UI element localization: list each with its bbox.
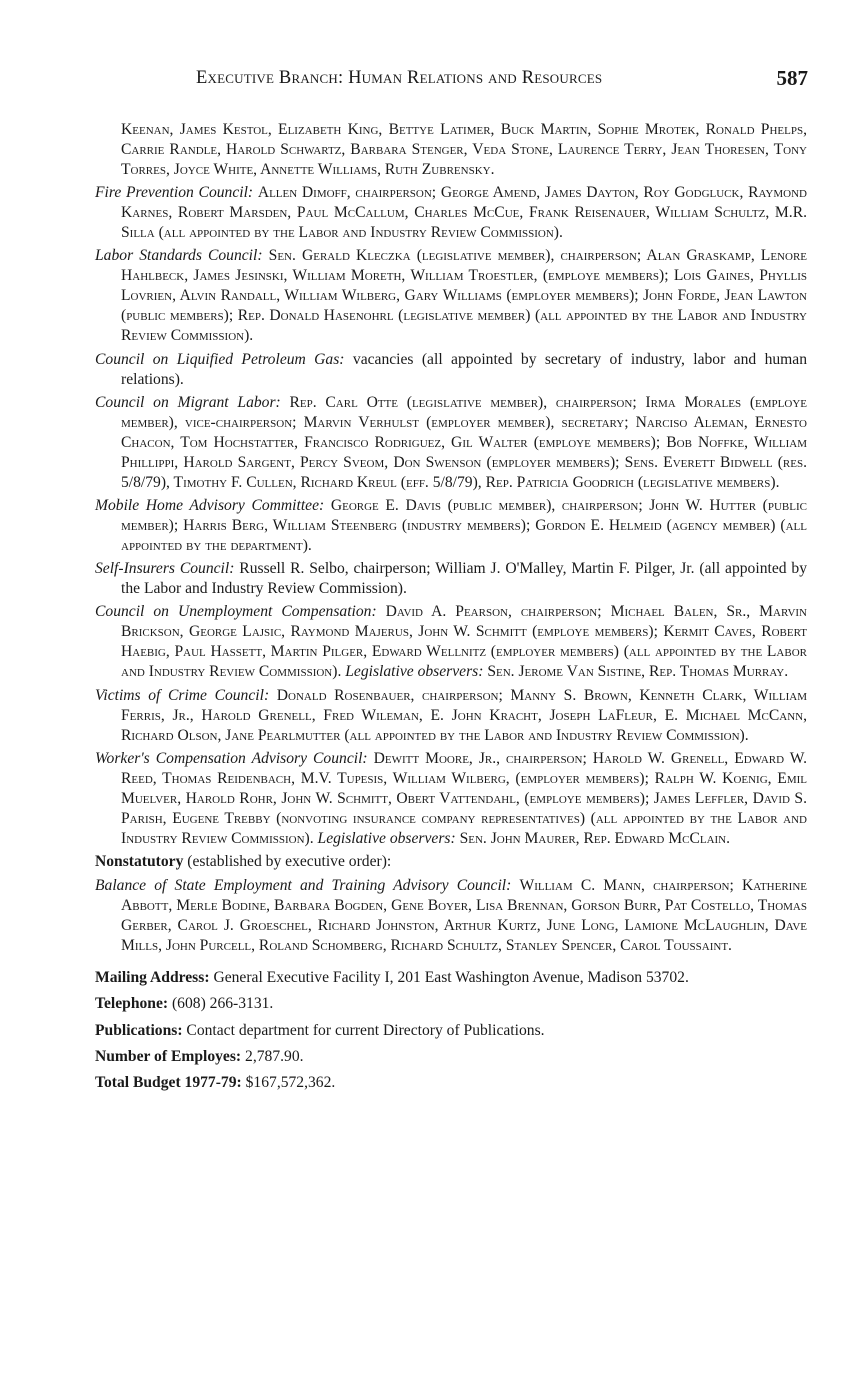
mailing-address-value: General Executive Facility I, 201 East Washington Avenue, Madison 53702. [213, 968, 689, 986]
running-head: Executive Branch: Human Relations and Resources [196, 68, 603, 88]
council-members: George E. Davis (public member), chairperson; John W. Hutter (public member); Harris Berg, William Steenberg (industry members); Gordon E. Helmeid (agency member) (all appointed by the department). [121, 496, 807, 554]
mailing-address-row [95, 968, 807, 988]
observers-names: Sen. Jerome Van Sistine, Rep. Thomas Murray. [487, 663, 789, 681]
budget-label: Total Budget 1977-79: [95, 1074, 242, 1092]
council-title: Council on Migrant Labor: [95, 393, 281, 411]
council-entry-liquified-petroleum-gas [95, 350, 807, 390]
employes-row [95, 1047, 807, 1067]
council-title: Council on Unemployment Compensation: [95, 603, 377, 621]
nonstatutory-heading [95, 852, 807, 872]
council-title: Worker's Compensation Advisory Council: [95, 749, 368, 767]
council-entry-balance-of-state [95, 876, 807, 956]
page-number: 587 [776, 66, 808, 90]
telephone-value: (608) 266-3131. [171, 995, 274, 1013]
council-title: Council on Liquified Petroleum Gas: [95, 350, 345, 368]
publications-value: Contact department for current Directory of Publications. [186, 1021, 545, 1039]
nonstatutory-note: (established by executive order): [187, 852, 392, 870]
page-header [196, 68, 808, 96]
council-title: Labor Standards Council: [95, 247, 263, 265]
telephone-label: Telephone: [95, 995, 169, 1013]
employes-label: Number of Employes: [95, 1048, 242, 1066]
council-members: Allen Dimoff, chairperson; George Amend, James Dayton, Roy Godgluck, Raymond Karnes, Robert Marsden, Paul McCallum, Charles McCue, Frank Reisenauer, William Schultz, M.R. Silla (all appointed by the Labor and Industry Review Commission). [121, 184, 807, 242]
council-entry-workers-compensation [95, 749, 807, 849]
council-entry-labor-standards [95, 246, 807, 346]
council-entry-self-insurers [95, 559, 807, 599]
employes-value: 2,787.90. [245, 1048, 304, 1066]
observers-label: Legislative observers: [345, 663, 484, 681]
council-entry-migrant-labor [95, 393, 807, 493]
publications-label: Publications: [95, 1021, 183, 1039]
council-title: Self-Insurers Council: [95, 560, 235, 578]
observers-label: Legislative observers: [317, 829, 456, 847]
observers-names: Sen. John Maurer, Rep. Edward McClain. [459, 829, 731, 847]
council-members: Rep. Carl Otte (legislative member), chairperson; Irma Morales (employe member), vice-chairperson; Marvin Verhulst (employer member), secretary; Narciso Aleman, Ernesto Chacon, Tom Hochstatter, Francisco Rodriguez, Gil Walter (employe members); Bob Noffke, William Phillippi, Harold Sargent, Percy Sveom, Don Swenson (employer members); Sens. Everett Bidwell (res. 5/8/79), Timothy F. Cullen, Richard Kreul (eff. 5/8/79), Rep. Patricia Goodrich (legislative members). [121, 393, 807, 491]
council-members: William C. Mann, chairperson; Katherine Abbott, Merle Bodine, Barbara Bogden, Gene Boyer, Lisa Brennan, Gorson Burr, Pat Costello, Thomas Gerber, Carol J. Groeschel, Richard Johnston, Arthur Kurtz, June Long, Lamione McLaughlin, Dave Mills, John Purcell, Roland Schomberg, Richard Schultz, Stanley Spencer, Carol Toussaint. [121, 876, 807, 954]
council-entry-fire-prevention [95, 183, 807, 243]
nonstatutory-label: Nonstatutory [95, 852, 184, 870]
council-entry-mobile-home [95, 496, 807, 556]
council-members: Sen. Gerald Kleczka (legislative member), chairperson; Alan Graskamp, Lenore Hahlbeck, James Jesinski, William Moreth, William Troestler, (employe members); Lois Gaines, Phyllis Lovrien, Alvin Randall, William Wilberg, Gary Williams (employer members); John Forde, Jean Lawton (public members); Rep. Donald Hasenohrl (legislative member) (all appointed by the Labor and Industry Review Commission). [121, 247, 807, 345]
council-members: Donald Rosenbauer, chairperson; Manny S. Brown, Kenneth Clark, William Ferris, Jr., Harold Grenell, Fred Wileman, E. John Kracht, Joseph LaFleur, E. Michael McCann, Richard Olson, Jane Pearlmutter (all appointed by the Labor and Industry Review Commission). [121, 686, 807, 744]
continuation-paragraph: Keenan, James Kestol, Elizabeth King, Bettye Latimer, Buck Martin, Sophie Mrotek, Ronald Phelps, Carrie Randle, Harold Schwartz, Barbara Stenger, Veda Stone, Laurence Terry, Jean Thoresen, Tony Torres, Joyce White, Annette Williams, Ruth Zubrensky. [121, 121, 807, 178]
council-members: David A. Pearson, chairperson; Michael Balen, Sr., Marvin Brickson, George Lajsic, Raymond Majerus, John W. Schmitt (employe members); Kermit Caves, Robert Haebig, Paul Hassett, Martin Pilger, Edward Wellnitz (employer members) (all appointed by the Labor and Industry Review Commission). [121, 603, 808, 681]
budget-row [95, 1073, 807, 1093]
council-entry-victims-of-crime [95, 686, 807, 746]
council-members: vacancies (all appointed by secretary of industry, labor and human relations). [121, 350, 808, 388]
budget-value: $167,572,362. [245, 1074, 336, 1092]
council-title: Victims of Crime Council: [95, 686, 270, 704]
council-title: Fire Prevention Council: [95, 184, 254, 202]
council-entry-unemployment-compensation [95, 602, 807, 682]
page-body [95, 120, 807, 1100]
council-title: Mobile Home Advisory Committee: [95, 496, 325, 514]
publications-row [95, 1021, 807, 1041]
council-members: Russell R. Selbo, chairperson; William J. O'Malley, Martin F. Pilger, Jr. (all appointed by the Labor and Industry Review Commission). [121, 560, 807, 598]
council-members: Dewitt Moore, Jr., chairperson; Harold W. Grenell, Edward W. Reed, Thomas Reidenbach, M.V. Tupesis, William Wilberg, (employer members); Ralph W. Koenig, Emil Muelver, Harold Rohr, John W. Schmitt, Obert Vattendahl, (employe members); James Leffler, David S. Parish, Eugene Trebby (nonvoting insurance company representatives) (all appointed by the Labor and Industry Review Commission). [121, 749, 807, 847]
council-title: Balance of State Employment and Training Advisory Council: [95, 876, 512, 894]
department-info [95, 968, 807, 1094]
mailing-address-label: Mailing Address: [95, 968, 210, 986]
telephone-row [95, 994, 807, 1014]
